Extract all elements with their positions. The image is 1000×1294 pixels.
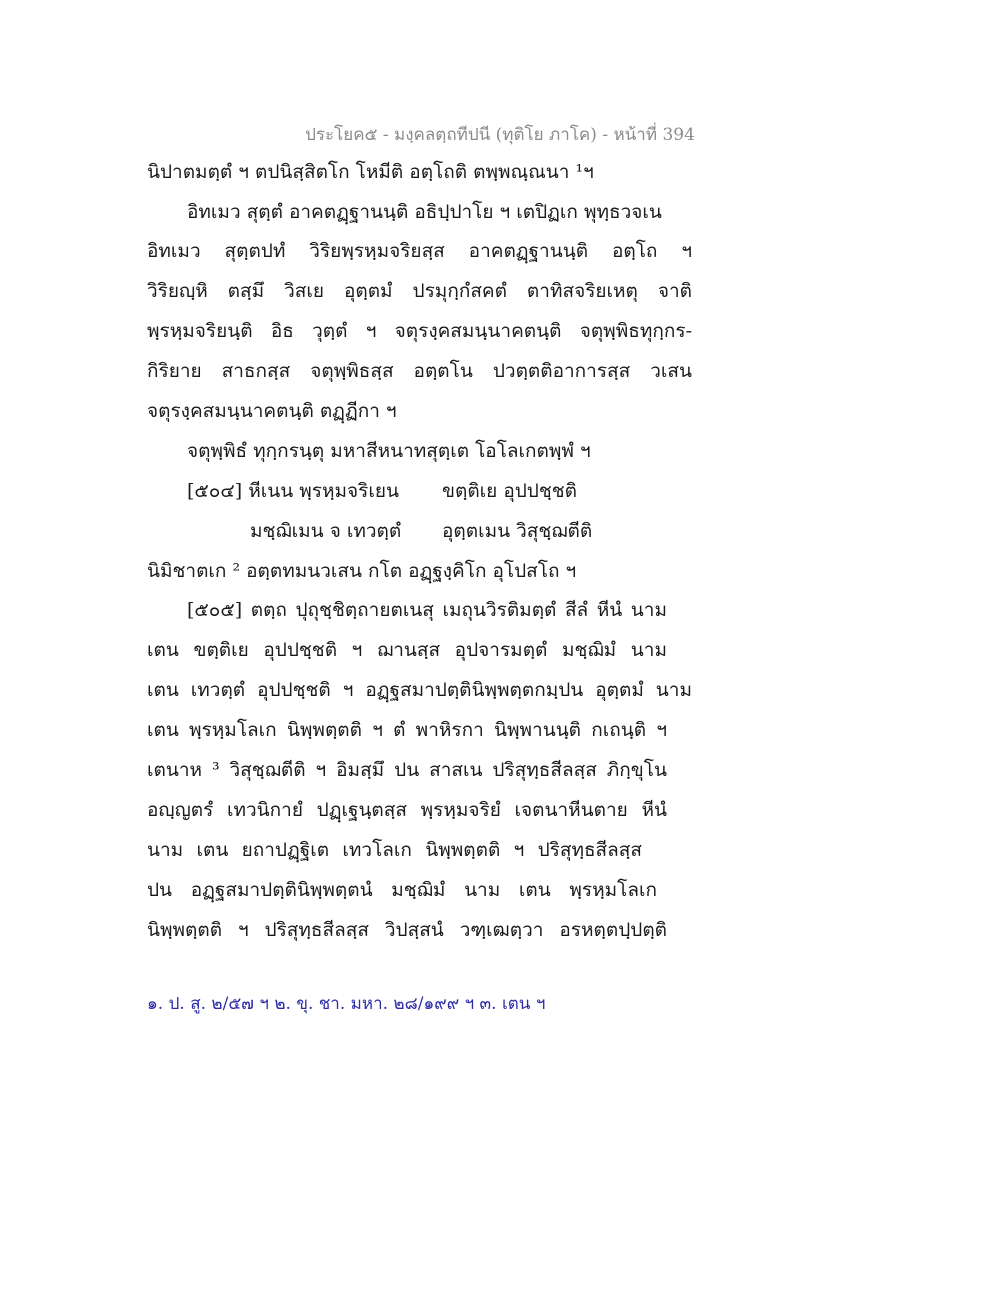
body-line: เตน เทวตฺตํ อุปปชฺชติ ฯ อฏฺฐสมาปตฺตินิพฺพตฺตกมฺปน อุตฺตมํ นาม [147, 679, 692, 701]
body-line: จตุรงฺคสมนฺนาคตนฺติ ตฏฺฏีกา ฯ [147, 400, 397, 422]
verse-line: อุตฺตเมน วิสุชฺฌตีติ [442, 520, 593, 542]
footnote: ๑. ป. สู. ๒/๕๗ ฯ ๒. ขุ. ชา. มหา. ๒๘/๑๙๙ ฯ ๓. เตน ฯ [147, 994, 546, 1014]
body-line: วิริยญฺหิ ตสฺมึ วิสเย อุตฺตมํ ปรมุกฺกํสคตํ ตาทิสจริยเหตุ จาติ [147, 280, 692, 302]
body-line: [๕๐๕] ตตฺถ ปุถุชฺชิตฺถายตเนสุ เมถุนวิรติมตฺตํ สีลํ หีนํ นาม [187, 599, 667, 621]
body-line: อิทเมว สุตฺตปทํ วิริยพฺรหฺมจริยสฺส อาคตฏฺฐานนฺติ อตฺโถ ฯ [147, 240, 692, 262]
body-line: เตนาห ³ วิสุชฺฌตีติ ฯ อิมสฺมึ ปน สาสเน ปริสุทฺธสีลสฺส ภิกฺขุโน [147, 759, 667, 781]
page-header: ประโยค๕ - มงฺคลตฺถทีปนี (ทุติโย ภาโค) - หน้าที่ 394 [305, 125, 695, 145]
body-line: จตุพฺพิธํ ทุกฺกรนฺตุ มหาสีหนาทสุตฺเต โอโลเกตพฺพํ ฯ [187, 440, 591, 462]
verse-line: [๕๐๔] หีเนน พฺรหฺมจริเยน [187, 480, 399, 502]
body-line: นิพฺพตฺตติ ฯ ปริสุทฺธสีลสฺส วิปสฺสนํ วฑฺเฒตฺวา อรหตฺตปฺปตฺติ [147, 919, 667, 941]
body-line: กิริยาย สาธกสฺส จตุพฺพิธสฺส อตฺตโน ปวตฺตติอาการสฺส วเสน [147, 360, 692, 382]
body-line: เตน ขตฺติเย อุปปชฺชติ ฯ ฌานสฺส อุปจารมตฺตํ มชฺฌิมํ นาม [147, 639, 667, 661]
body-line: นิปาตมตฺตํ ฯ ตปนิสฺสิตโก โหมีติ อตฺโถติ ตพฺพณฺณนา ¹ฯ [147, 161, 594, 183]
body-line: นาม เตน ยถาปฏฺฐิเต เทวโลเก นิพฺพตฺตติ ฯ ปริสุทฺธสีลสฺส [147, 839, 642, 861]
body-line: อญฺญตรํ เทวนิกายํ ปฏฺเฐนฺตสฺส พฺรหฺมจริยํ เจตนาหีนตาย หีนํ [147, 799, 667, 821]
body-line: นิมิชาตเก ² อตฺตทมนวเสน กโต อฏฺฐงฺคิโก อุโปสโถ ฯ [147, 560, 577, 582]
verse-line: ขตฺติเย อุปปชฺชติ [442, 480, 577, 502]
body-line: เตน พฺรหฺมโลเก นิพฺพตฺตติ ฯ ตํ พาหิรกา นิพฺพานนฺติ กเถนฺติ ฯ [147, 719, 667, 741]
body-line: พฺรหฺมจริยนฺติ อิธ วุตฺตํ ฯ จตุรงฺคสมนฺนาคตนฺติ จตุพฺพิธทุกฺกร- [147, 320, 692, 342]
body-line: อิทเมว สุตฺตํ อาคตฏฺฐานนฺติ อธิปฺปาโย ฯ เตปิฏเก พุทฺธวจเน [187, 201, 662, 223]
verse-line: มชฺฌิเมน จ เทวตฺตํ [250, 520, 402, 542]
body-line: ปน อฏฺฐสมาปตฺตินิพฺพตฺตนํ มชฺฌิมํ นาม เตน พฺรหฺมโลเก [147, 879, 657, 901]
